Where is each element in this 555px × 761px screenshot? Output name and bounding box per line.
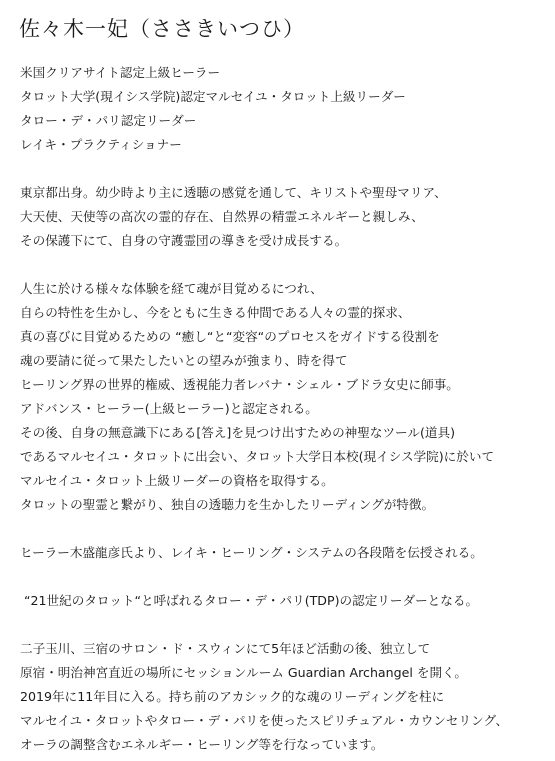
bio-line: 真の喜びに目覚めるための “癒し“と“変容“のプロセスをガイドする役割を [20, 329, 440, 344]
credential-item: タロット大学(現イシス学院)認定マルセイユ・タロット上級リーダー [20, 89, 406, 104]
bio-line: “21世紀のタロット“と呼ばれるタロー・デ・パリ(TDP)の認定リーダーとなる。 [24, 593, 479, 608]
bio-line: オーラの調整含むエネルギー・ヒーリング等を行なっています。 [20, 737, 384, 752]
bio-line: ヒーリング界の世界的権威、透視能力者レバナ・シェル・ブドラ女史に師事。 [20, 377, 459, 392]
credential-item: 米国クリアサイト認定上級ヒーラー [20, 65, 221, 80]
bio-line: 人生に於ける様々な体験を経て魂が目覚めるにつれ、 [20, 281, 323, 296]
bio-line: その保護下にて、自身の守護霊団の導きを受け成長する。 [20, 233, 348, 248]
page-title: 佐々木一妃（ささきいつひ） [19, 17, 305, 41]
bio-line: マルセイユ・タロットやタロー・デ・パリを使ったスピリチュアル・カウンセリング、 [20, 713, 509, 728]
bio-line: 2019年に11年目に入る。持ち前のアカシック的な魂のリーディングを柱に [20, 689, 445, 704]
bio-line: 二子玉川、三宿のサロン・ド・スウィンにて5年ほど活動の後、独立して [20, 641, 431, 656]
bio-line: 原宿・明治神宮直近の場所にセッションルーム Guardian Archangel を開く。 [20, 665, 468, 680]
bio-line: ヒーラー木盛龍彦氏より、レイキ・ヒーリング・システムの各段階を伝授される。 [20, 545, 483, 560]
bio-line: であるマルセイユ・タロットに出会い、タロット大学日本校(現イシス学院)に於いて [20, 449, 495, 464]
bio-line: その後、自身の無意識下にある[答え]を見つけ出すための神聖なツール(道具) [20, 425, 455, 440]
credential-item: レイキ・プラクティショナー [20, 137, 182, 152]
bio-line: アドバンス・ヒーラー(上級ヒーラー)と認定される。 [20, 401, 318, 416]
bio-line: 大天使、天使等の高次の霊的存在、自然界の精霊エネルギーと親しみ、 [20, 209, 424, 224]
bio-line: 魂の要請に従って果たしたいとの望みが強まり、時を得て [20, 353, 348, 368]
bio-line: マルセイユ・タロット上級リーダーの資格を取得する。 [20, 473, 334, 488]
credential-item: タロー・デ・パリ認定リーダー [20, 113, 197, 128]
bio-line: 東京都出身。幼少時より主に透聴の感覚を通して、キリストや聖母マリア、 [20, 185, 447, 200]
bio-line: 自らの特性を生かし、今をともに生きる仲間である人々の霊的探求、 [20, 305, 411, 320]
bio-line: タロットの聖霊と繋がり、独自の透聴力を生かしたリーディングが特徴。 [20, 497, 435, 512]
